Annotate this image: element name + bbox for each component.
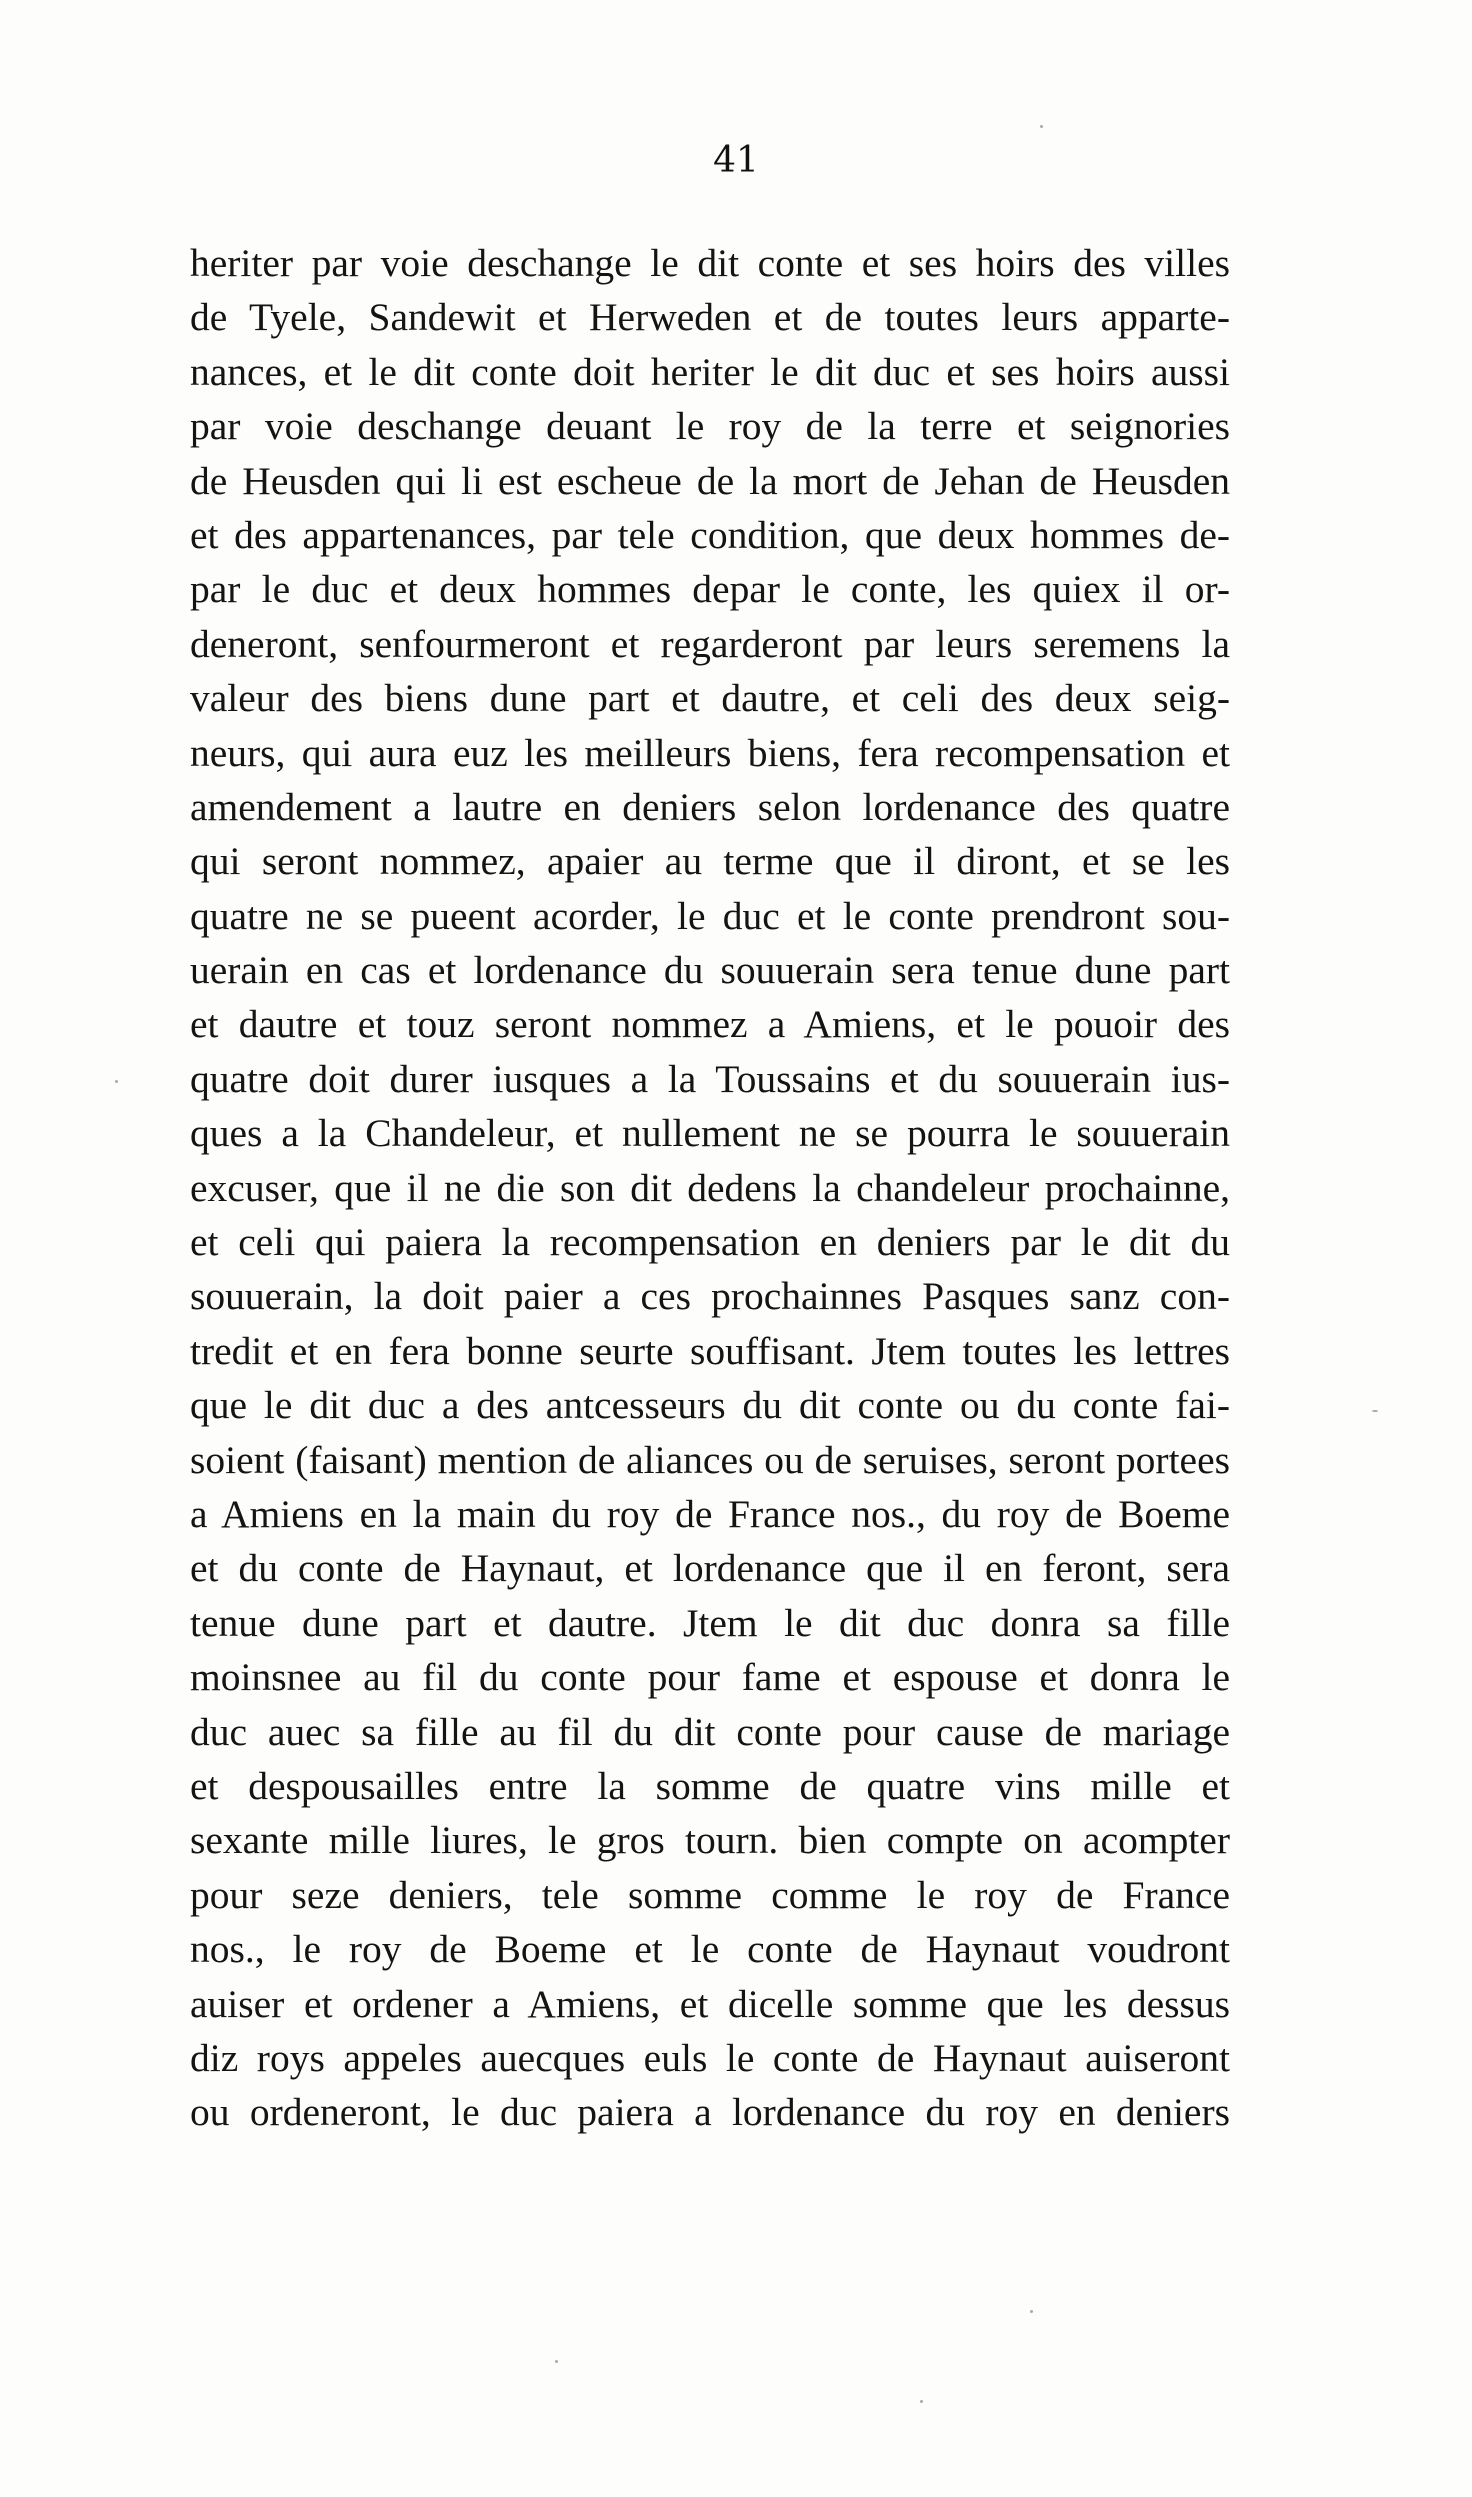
text-line: et des appartenances, par tele condition, que deux hommes de-	[190, 512, 1230, 557]
scan-speck	[115, 1080, 118, 1083]
text-line: a Amiens en la main du roy de France nos., du roy de Boeme	[190, 1491, 1230, 1536]
text-line: deneront, senfourmeront et regarderont par leurs seremens la	[190, 621, 1230, 666]
text-line: duc auec sa fille au fil du dit conte pour cause de mariage	[190, 1709, 1230, 1754]
text-line: de Heusden qui li est escheue de la mort de Jehan de Heusden	[190, 458, 1230, 503]
text-line: et despousailles entre la somme de quatre vins mille et	[190, 1763, 1230, 1808]
text-line: moinsnee au fil du conte pour fame et espouse et donra le	[190, 1655, 1230, 1700]
text-line: nos., le roy de Boeme et le conte de Haynaut voudront	[190, 1927, 1230, 1972]
text-line: ou ordeneront, le duc paiera a lordenance du roy en deniers	[190, 2090, 1230, 2135]
text-line: nances, et le dit conte doit heriter le dit duc et ses hoirs aussi	[190, 349, 1230, 394]
scan-speck	[555, 2360, 558, 2363]
text-line: et du conte de Haynaut, et lordenance que il en feront, sera	[190, 1546, 1230, 1591]
scan-speck	[1372, 1410, 1378, 1412]
text-line: par le duc et deux hommes depar le conte, les quiex il or-	[190, 567, 1230, 612]
text-line: tredit et en fera bonne seurte souffisant. Jtem toutes les lettres	[190, 1328, 1230, 1373]
text-line: tenue dune part et dautre. Jtem le dit duc donra sa fille	[190, 1600, 1230, 1645]
text-line: excuser, que il ne die son dit dedens la chandeleur prochainne,	[190, 1165, 1230, 1210]
text-line: diz roys appeles auecques euls le conte de Haynaut auiseront	[190, 2035, 1230, 2080]
text-line: valeur des biens dune part et dautre, et celi des deux seig-	[190, 676, 1230, 721]
text-line: auiser et ordener a Amiens, et dicelle somme que les dessus	[190, 1981, 1230, 2026]
text-line: ques a la Chandeleur, et nullement ne se pourra le souuerain	[190, 1111, 1230, 1156]
text-line: uerain en cas et lordenance du souuerain sera tenue dune part	[190, 948, 1230, 993]
text-line: sexante mille liures, le gros tourn. bien compte on acompter	[190, 1818, 1230, 1863]
text-line: amendement a lautre en deniers selon lordenance des quatre	[190, 784, 1230, 829]
text-line: et celi qui paiera la recompensation en deniers par le dit du	[190, 1220, 1230, 1265]
text-line: qui seront nommez, apaier au terme que il diront, et se les	[190, 839, 1230, 884]
text-line: que le dit duc a des antcesseurs du dit conte ou du conte fai-	[190, 1383, 1230, 1428]
text-line: souuerain, la doit paier a ces prochainnes Pasques sanz con-	[190, 1274, 1230, 1319]
text-line: de Tyele, Sandewit et Herweden et de toutes leurs apparte-	[190, 295, 1230, 340]
scan-speck	[1040, 125, 1043, 128]
text-line: quatre ne se pueent acorder, le duc et le conte prendront sou-	[190, 893, 1230, 938]
text-line: et dautre et touz seront nommez a Amiens, et le pouoir des	[190, 1002, 1230, 1047]
body-text	[190, 236, 1230, 2140]
page-number: 41	[713, 140, 759, 181]
text-line: heriter par voie deschange le dit conte et ses hoirs des villes	[190, 241, 1230, 285]
scan-speck	[920, 2400, 923, 2403]
text-line: quatre doit durer iusques a la Toussains et du souuerain ius-	[190, 1056, 1230, 1101]
text-line: soient (faisant) mention de aliances ou de seruises, seront portees	[190, 1437, 1230, 1482]
text-line: pour seze deniers, tele somme comme le roy de France	[190, 1872, 1230, 1917]
scan-speck	[1030, 2310, 1033, 2313]
text-line: neurs, qui aura euz les meilleurs biens, fera recompensation et	[190, 730, 1230, 775]
text-line: par voie deschange deuant le roy de la terre et seignories	[190, 404, 1230, 449]
